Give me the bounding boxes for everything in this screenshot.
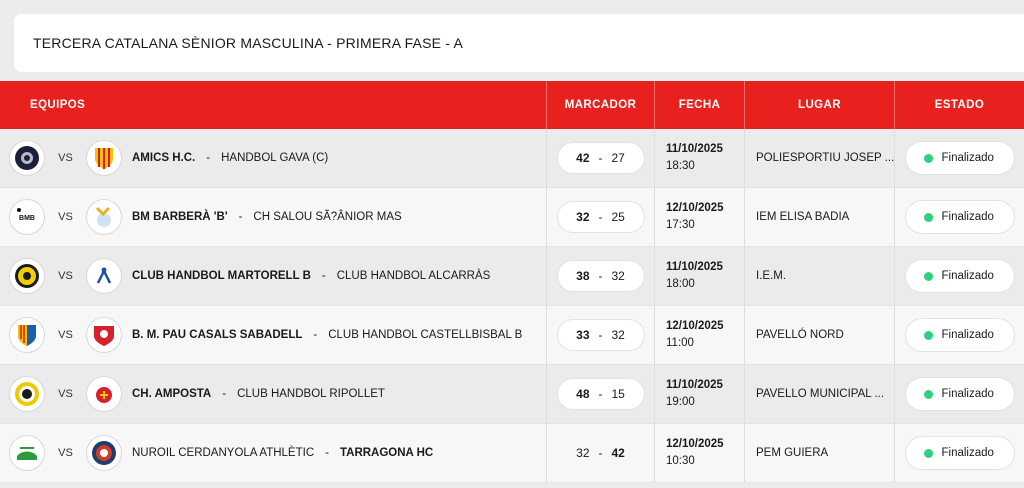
blue-red-logo-icon [86, 435, 122, 471]
status-badge [906, 437, 1014, 469]
score-pill[interactable] [558, 143, 644, 173]
place-cell [745, 188, 895, 246]
away-team-name[interactable]: CLUB HANDBOL ALCARRÀS [336, 270, 491, 282]
score-cell [547, 129, 655, 187]
state-cell [895, 129, 1024, 187]
score-dash: - [598, 328, 603, 342]
match-time: 11:00 [666, 337, 694, 349]
score-pill[interactable] [558, 202, 644, 232]
team-separator: - [206, 152, 211, 164]
bmb-logo-icon [9, 199, 45, 235]
date-cell [655, 247, 745, 305]
status-dot-icon [924, 213, 933, 222]
score-pill[interactable] [558, 438, 644, 468]
place-cell [745, 247, 895, 305]
away-score: 32 [611, 328, 625, 342]
match-date: 11/10/2025 [666, 143, 723, 155]
score-cell [547, 188, 655, 246]
score-pill[interactable] [558, 261, 644, 291]
home-team-name[interactable]: CH. AMPOSTA [132, 388, 212, 400]
header-teams: EQUIPOS [0, 81, 547, 129]
match-place: I.E.M. [756, 270, 787, 282]
home-team-name[interactable]: CLUB HANDBOL MARTORELL B [132, 270, 311, 282]
home-score: 32 [576, 446, 590, 460]
home-score: 32 [576, 210, 590, 224]
teams-cell [0, 306, 547, 364]
match-date: 11/10/2025 [666, 261, 723, 273]
date-cell [655, 424, 745, 482]
competition-title-card [14, 14, 1024, 72]
teams-cell [0, 188, 547, 246]
red-round-logo-icon [86, 376, 122, 412]
score-cell [547, 365, 655, 423]
crest-logo-icon [86, 140, 122, 176]
match-place: IEM ELISA BADIA [756, 211, 850, 223]
match-time: 18:30 [666, 160, 695, 172]
vs-label: VS [58, 329, 73, 341]
status-label: Finalizado [941, 270, 994, 282]
match-place: PEM GUIERA [756, 447, 829, 459]
score-dash: - [598, 151, 603, 165]
match-date: 12/10/2025 [666, 438, 724, 450]
home-score: 38 [576, 269, 590, 283]
score-dash: - [598, 210, 603, 224]
match-row[interactable] [0, 365, 1024, 424]
date-cell [655, 129, 745, 187]
vs-label: VS [58, 211, 73, 223]
yellow-round-logo-icon [9, 376, 45, 412]
home-score: 42 [576, 151, 590, 165]
team-separator: - [325, 447, 329, 459]
status-badge [906, 319, 1014, 351]
score-cell [547, 306, 655, 364]
green-logo-icon [9, 435, 45, 471]
match-date: 12/10/2025 [666, 320, 724, 332]
match-time: 18:00 [666, 278, 695, 290]
vs-label: VS [58, 388, 73, 400]
home-team-name[interactable]: NUROIL CERDANYOLA ATHLÈTIC [132, 447, 315, 459]
status-dot-icon [924, 331, 933, 340]
match-time: 10:30 [666, 455, 695, 467]
state-cell [895, 424, 1024, 482]
home-score: 48 [576, 387, 590, 401]
home-score: 33 [576, 328, 590, 342]
away-team-name[interactable]: CLUB HANDBOL RIPOLLET [237, 388, 385, 400]
team-separator: - [222, 388, 227, 400]
place-cell [745, 129, 895, 187]
match-place: POLIESPORTIU JOSEP ... [756, 152, 895, 164]
place-cell [745, 306, 895, 364]
status-badge [906, 260, 1014, 292]
match-row[interactable] [0, 306, 1024, 365]
dark-ball-logo-icon [9, 140, 45, 176]
date-cell [655, 306, 745, 364]
home-team-name[interactable]: B. M. PAU CASALS SABADELL [132, 329, 303, 341]
header-place: LUGAR [745, 81, 895, 129]
teams-cell [0, 247, 547, 305]
away-team-name[interactable]: HANDBOL GAVA (C) [221, 152, 329, 164]
team-separator: - [238, 211, 243, 223]
team-separator: - [321, 270, 326, 282]
state-cell [895, 306, 1024, 364]
table-header [0, 81, 1024, 129]
away-score: 25 [611, 210, 625, 224]
home-team-name[interactable]: BM BARBERÀ 'B' [132, 211, 228, 223]
place-cell [745, 424, 895, 482]
match-place: PAVELLÓ NORD [756, 329, 844, 341]
status-label: Finalizado [941, 329, 994, 341]
away-score: 42 [611, 446, 625, 460]
status-dot-icon [924, 272, 933, 281]
match-date: 12/10/2025 [666, 202, 724, 214]
status-badge [906, 201, 1014, 233]
status-dot-icon [924, 390, 933, 399]
state-cell [895, 188, 1024, 246]
team-separator: - [313, 329, 318, 341]
away-team-name[interactable]: CLUB HANDBOL CASTELLBISBAL B [328, 329, 523, 341]
shield-crest-logo-icon [9, 317, 45, 353]
status-badge [906, 142, 1014, 174]
date-cell [655, 188, 745, 246]
away-team-name[interactable]: TARRAGONA HC [339, 447, 434, 459]
status-label: Finalizado [941, 447, 994, 459]
score-pill[interactable] [558, 379, 644, 409]
match-row[interactable] [0, 188, 1024, 247]
score-dash: - [598, 446, 603, 460]
match-date: 11/10/2025 [666, 379, 723, 391]
svg-text:BMB: BMB [19, 215, 35, 222]
teams-cell [0, 365, 547, 423]
score-cell [547, 247, 655, 305]
home-team-name[interactable]: AMICS H.C. [132, 152, 196, 164]
header-state: ESTADO [934, 99, 985, 111]
status-dot-icon [924, 449, 933, 458]
date-cell [655, 365, 745, 423]
away-team-name[interactable]: CH SALOU SÃ?ÂNIOR MAS [253, 211, 402, 223]
competition-title: TERCERA CATALANA SÈNIOR MASCULINA - PRIMERA FASE - A [33, 35, 463, 51]
state-cell [895, 247, 1024, 305]
handball-player-logo-icon [86, 199, 122, 235]
status-dot-icon [924, 154, 933, 163]
status-label: Finalizado [941, 152, 994, 164]
away-score: 27 [611, 151, 625, 165]
status-label: Finalizado [941, 388, 994, 400]
state-cell [895, 365, 1024, 423]
status-label: Finalizado [941, 211, 994, 223]
score-dash: - [598, 387, 603, 401]
place-cell [745, 365, 895, 423]
vs-label: VS [58, 447, 73, 459]
match-row[interactable] [0, 129, 1024, 188]
match-row[interactable] [0, 247, 1024, 306]
score-dash: - [598, 269, 603, 283]
match-place: PAVELLO MUNICIPAL ... [756, 388, 885, 400]
teams-cell [0, 424, 547, 482]
vs-label: VS [58, 152, 73, 164]
match-time: 17:30 [666, 219, 695, 231]
away-score: 32 [611, 269, 625, 283]
results-table [0, 81, 1024, 483]
match-time: 19:00 [666, 396, 695, 408]
red-shield-logo-icon [86, 317, 122, 353]
header-score: MARCADOR [547, 81, 655, 129]
score-cell [547, 424, 655, 482]
blue-player-logo-icon [86, 258, 122, 294]
away-score: 15 [611, 387, 625, 401]
score-pill[interactable] [558, 320, 644, 350]
yellow-shield-logo-icon [9, 258, 45, 294]
status-badge [906, 378, 1014, 410]
vs-label: VS [58, 270, 73, 282]
teams-cell [0, 129, 547, 187]
header-date: FECHA [655, 81, 745, 129]
match-row[interactable] [0, 424, 1024, 483]
